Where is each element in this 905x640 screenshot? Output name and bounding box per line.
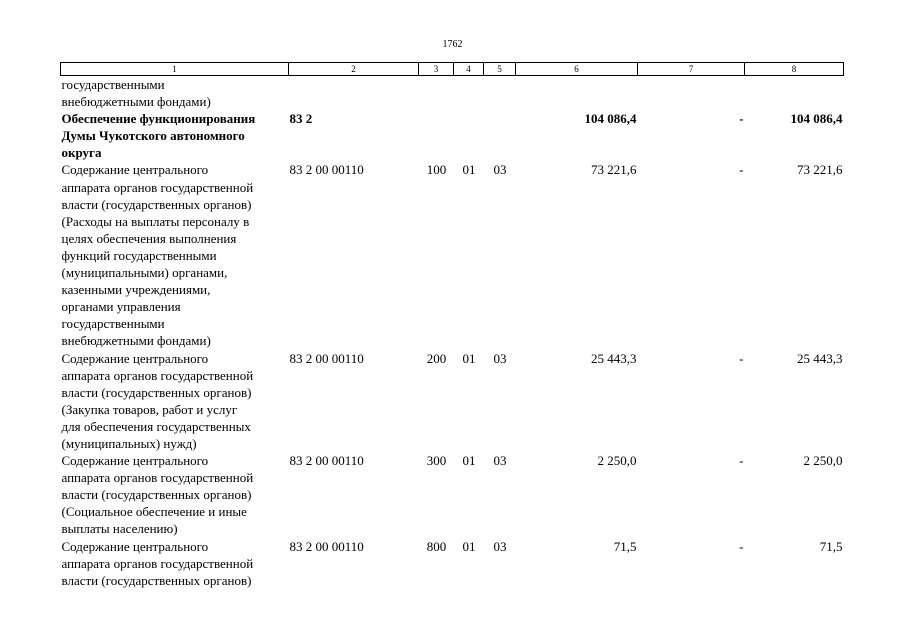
row-name	[61, 110, 289, 161]
row-name-line: (Закупка товаров, работ и услуг	[61, 401, 238, 417]
budget-table	[60, 62, 844, 589]
row-name	[61, 350, 289, 453]
row-name-line: округа	[61, 145, 102, 161]
row-name-line: (муниципальных) нужд)	[61, 435, 197, 451]
table-row	[61, 452, 844, 537]
row-section: 01	[462, 453, 476, 469]
row-name-line: (Социальное обеспечение и иные	[61, 504, 247, 520]
header-cell: 8	[745, 63, 844, 76]
header-cell: 2	[289, 63, 419, 76]
row-name-line: Обеспечение функционирования	[61, 111, 256, 127]
row-amount: 25 443,3	[591, 350, 637, 366]
row-section: 01	[462, 162, 476, 178]
row-name-line: выплаты населению)	[61, 521, 178, 537]
row-name-line: органами управления	[61, 299, 181, 315]
row-name	[61, 538, 289, 589]
row-name-line: (Расходы на выплаты персоналу в	[61, 213, 250, 229]
row-total: 25 443,3	[797, 350, 843, 366]
row-expense-type	[419, 110, 454, 161]
row-total	[745, 76, 844, 111]
row-name-line: Думы Чукотского автономного	[61, 128, 245, 144]
row-name-line: Содержание центрального	[61, 538, 209, 554]
row-name-line: власти (государственных органов)	[61, 196, 252, 212]
row-name-line: аппарата органов государственной	[61, 367, 254, 383]
row-section	[454, 110, 484, 161]
row-name-line: Содержание центрального	[61, 453, 209, 469]
row-subsection: 03	[493, 162, 507, 178]
row-total: 104 086,4	[790, 111, 843, 127]
header-cell: 7	[638, 63, 745, 76]
table-row	[61, 76, 844, 111]
row-name-line: власти (государственных органов)	[61, 572, 252, 588]
row-section: 01	[462, 538, 476, 554]
row-name-line: целях обеспечения выполнения	[61, 230, 237, 246]
row-name-line: государственными	[61, 77, 165, 92]
row-expense-type: 300	[426, 453, 447, 469]
row-expense-type: 800	[426, 538, 447, 554]
row-subsection	[484, 110, 516, 161]
row-amount: 2 250,0	[597, 453, 637, 469]
row-name-line: Содержание центрального	[61, 350, 209, 366]
row-expense-type	[419, 76, 454, 111]
row-amount: 71,5	[613, 538, 637, 554]
row-name-line: функций государственными	[61, 247, 217, 263]
row-amount	[516, 76, 638, 111]
row-name-line: внебюджетными фондами)	[61, 94, 211, 110]
header-cell: 4	[454, 63, 484, 76]
row-code: 83 2	[289, 111, 313, 127]
table-row	[61, 350, 844, 453]
row-name	[61, 76, 289, 111]
table-row	[61, 538, 844, 589]
row-name-line: государственными	[61, 316, 165, 332]
table-header-row	[61, 63, 844, 76]
row-code: 83 2 00 00110	[289, 350, 364, 366]
header-cell: 5	[484, 63, 516, 76]
row-name-line: казенными учреждениями,	[61, 282, 211, 298]
row-name-line: для обеспечения государственных	[61, 418, 251, 434]
header-cell: 1	[61, 63, 289, 76]
row-subsection: 03	[493, 538, 507, 554]
row-code: 83 2 00 00110	[289, 162, 364, 178]
row-name-line: аппарата органов государственной	[61, 179, 254, 195]
row-expense-type: 100	[426, 162, 447, 178]
row-name-line: аппарата органов государственной	[61, 555, 254, 571]
row-name-line: (муниципальными) органами,	[61, 265, 228, 281]
row-change: -	[739, 453, 744, 469]
header-cell: 3	[419, 63, 454, 76]
row-name-line: внебюджетными фондами)	[61, 333, 211, 349]
row-total: 71,5	[819, 538, 843, 554]
page-number: 1762	[442, 39, 463, 50]
row-subsection	[484, 76, 516, 111]
row-name-line: власти (государственных органов)	[61, 487, 252, 503]
row-code: 83 2 00 00110	[289, 538, 364, 554]
row-subsection: 03	[493, 350, 507, 366]
row-section	[454, 76, 484, 111]
row-total: 2 250,0	[803, 453, 843, 469]
row-name	[61, 452, 289, 537]
table-row	[61, 161, 844, 349]
row-amount: 73 221,6	[591, 162, 637, 178]
row-name-line: власти (государственных органов)	[61, 384, 252, 400]
row-section: 01	[462, 350, 476, 366]
row-name	[61, 161, 289, 349]
row-expense-type: 200	[426, 350, 447, 366]
row-subsection: 03	[493, 453, 507, 469]
row-change: -	[739, 162, 744, 178]
row-change: -	[739, 538, 744, 554]
header-cell: 6	[516, 63, 638, 76]
row-change: -	[739, 111, 744, 127]
row-code: 83 2 00 00110	[289, 453, 364, 469]
row-change: -	[739, 350, 744, 366]
row-amount: 104 086,4	[584, 111, 637, 127]
row-code	[289, 76, 419, 111]
row-name-line: аппарата органов государственной	[61, 470, 254, 486]
table-row	[61, 110, 844, 161]
row-change	[638, 76, 745, 111]
row-total: 73 221,6	[797, 162, 843, 178]
row-name-line: Содержание центрального	[61, 162, 209, 178]
